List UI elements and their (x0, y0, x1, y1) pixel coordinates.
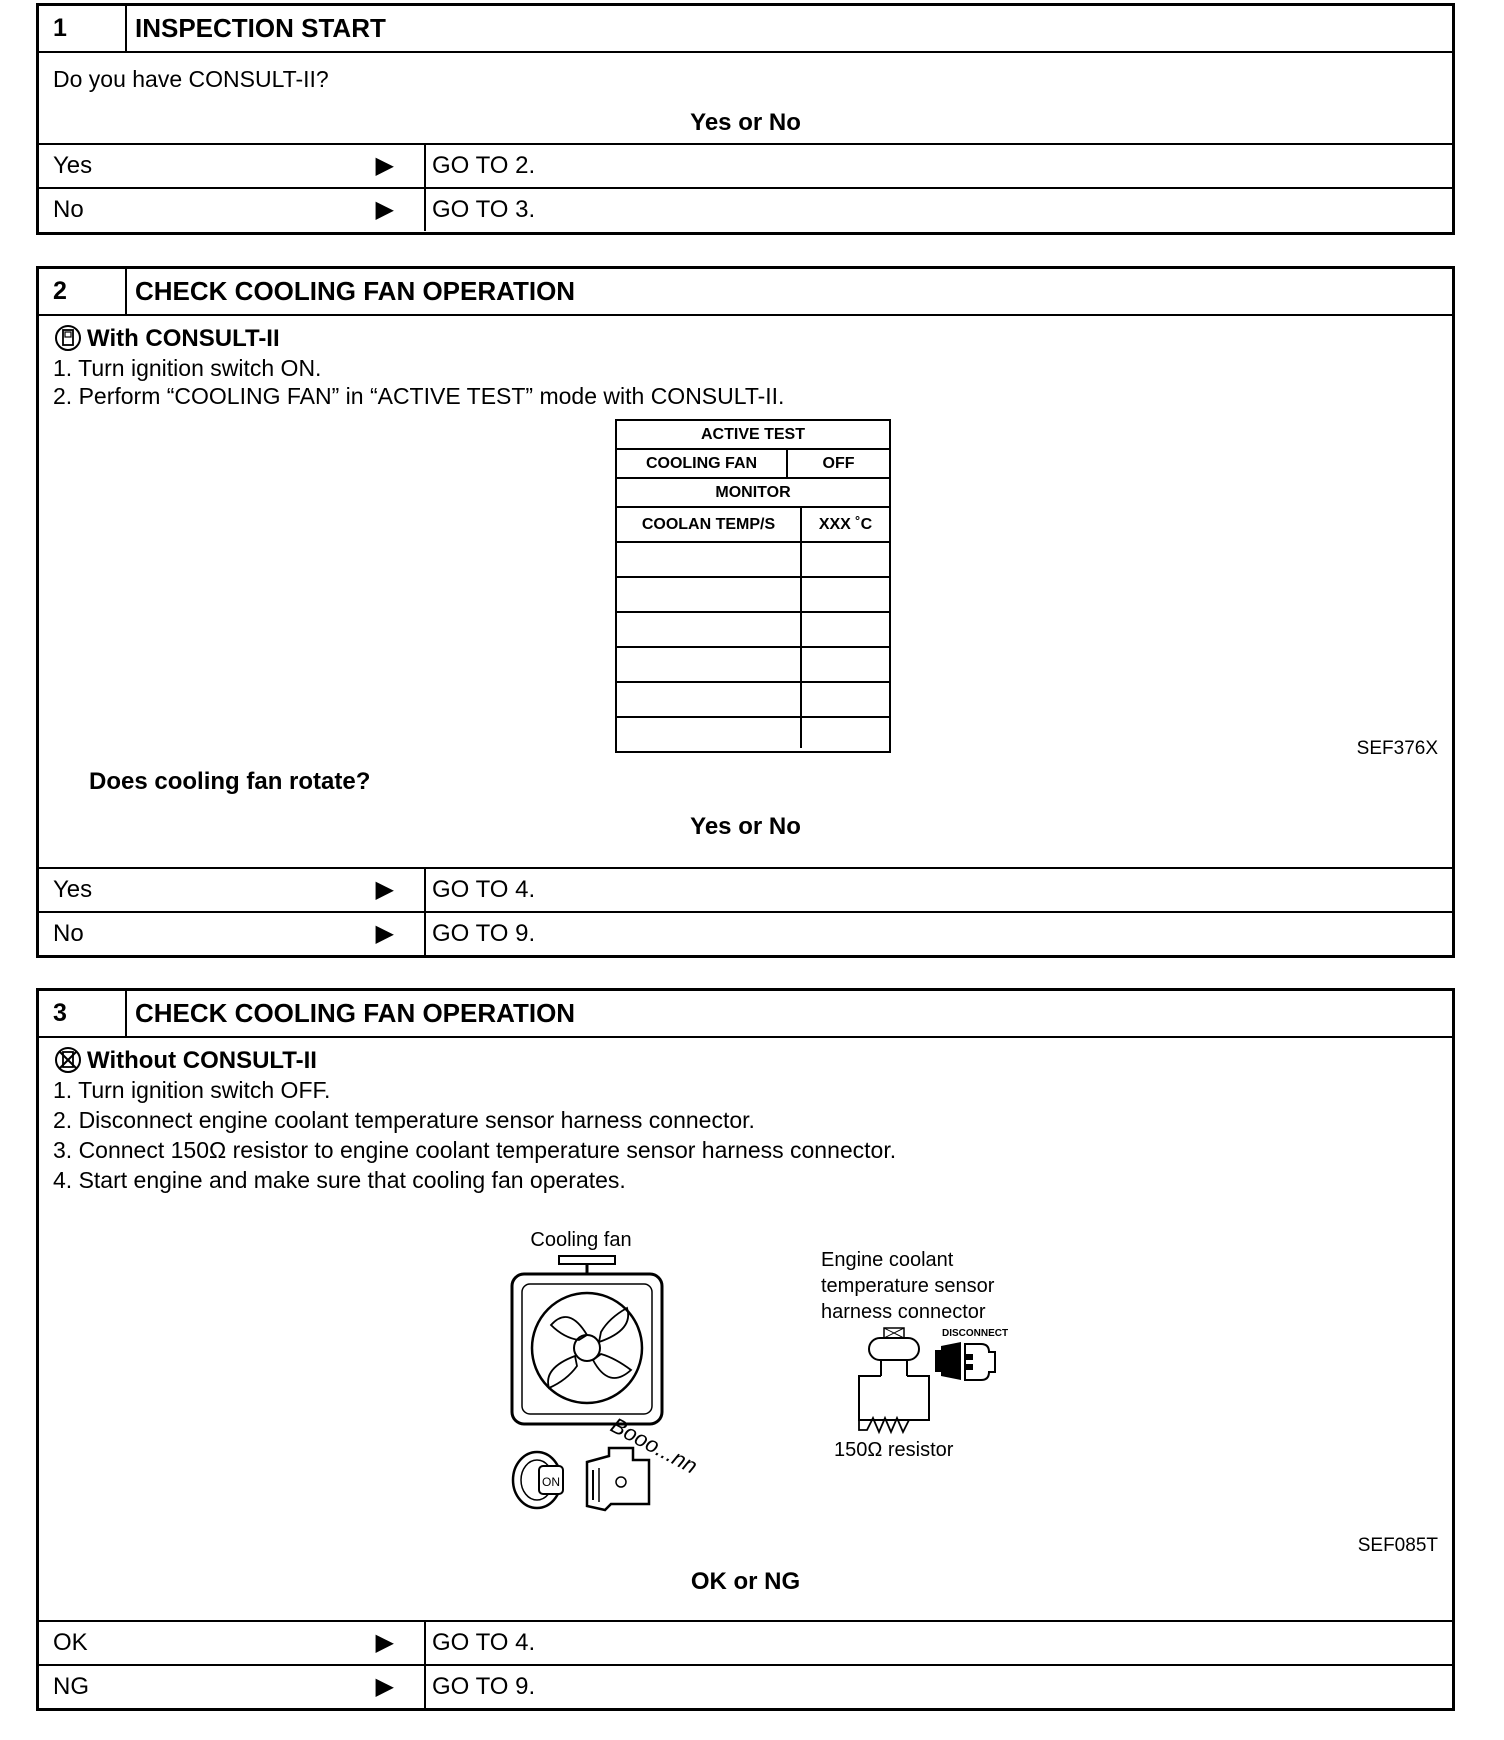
step-header (39, 991, 1452, 1038)
step-title: CHECK COOLING FAN OPERATION (135, 276, 576, 306)
goto-link[interactable]: GO TO 3. (432, 196, 536, 223)
arrow-icon: ▶ (375, 196, 394, 223)
resistor-label: 150Ω resistor (834, 1439, 954, 1461)
mode-text: Without CONSULT-II (87, 1047, 317, 1074)
engine-icon (587, 1448, 649, 1510)
mode-text: With CONSULT-II (87, 325, 280, 352)
decision-label: OK or NG (690, 1568, 801, 1595)
cooling-fan-diagram (509, 1220, 1109, 1520)
decision-label: Yes or No (690, 109, 801, 136)
step-2 (36, 266, 1455, 958)
step-number: 1 (39, 6, 127, 51)
step-number: 2 (39, 269, 127, 314)
active-test-title: ACTIVE TEST (700, 425, 805, 443)
disconnect-connector-icon (935, 1342, 995, 1380)
goto-link[interactable]: GO TO 2. (432, 152, 536, 179)
test-item-value: OFF (822, 454, 855, 472)
answer-label: Yes (53, 876, 93, 903)
arrow-icon: ▶ (375, 1629, 394, 1656)
answer-row (39, 187, 1452, 231)
fan-label: Cooling fan (530, 1229, 632, 1251)
step-header (39, 6, 1452, 53)
figure-id: SEF085T (1357, 1535, 1438, 1556)
answer-row (39, 1664, 1452, 1708)
mode-label (53, 324, 280, 353)
active-test-screen (615, 419, 891, 753)
connector-label: Engine coolant (821, 1249, 954, 1271)
cooling-fan-icon (512, 1274, 662, 1424)
mode-label (53, 1046, 317, 1075)
decision-label: Yes or No (690, 813, 801, 840)
step-body (39, 316, 1452, 867)
goto-link[interactable]: GO TO 9. (432, 920, 536, 947)
answer-row (39, 1620, 1452, 1664)
answer-row (39, 143, 1452, 187)
question: Does cooling fan rotate? (89, 768, 371, 795)
figure-id: SEF376X (1356, 738, 1438, 759)
step-body (39, 1038, 1452, 1620)
goto-link[interactable]: GO TO 4. (432, 1629, 536, 1656)
answer-label: Yes (53, 152, 93, 179)
step-number: 3 (39, 991, 127, 1036)
step-1 (36, 3, 1455, 235)
step-title: CHECK COOLING FAN OPERATION (135, 998, 576, 1028)
instruction: 4. Start engine and make sure that cooling fan operates. (53, 1167, 626, 1193)
connector-label: harness connector (821, 1301, 986, 1323)
instruction: 2. Disconnect engine coolant temperature sensor harness connector. (53, 1107, 755, 1133)
ignition-on-label: ON (542, 1475, 560, 1489)
answer-label: No (53, 196, 84, 223)
disconnect-label: DISCONNECT (942, 1328, 1009, 1339)
step-body (39, 53, 1452, 143)
answer-row (39, 867, 1452, 911)
answer-row (39, 911, 1452, 955)
answer-label: NG (53, 1673, 89, 1700)
goto-link[interactable]: GO TO 9. (432, 1673, 536, 1700)
fan-sound-label: Booo...nn (606, 1412, 702, 1479)
monitor-label: MONITOR (715, 483, 791, 501)
arrow-icon: ▶ (375, 1673, 394, 1700)
instruction: 1. Turn ignition switch OFF. (53, 1077, 331, 1103)
step-header (39, 269, 1452, 316)
goto-link[interactable]: GO TO 4. (432, 876, 536, 903)
step-3 (36, 988, 1455, 1711)
sensor-connector-icon (859, 1328, 929, 1420)
test-item-label: COOLING FAN (617, 450, 788, 477)
instruction: 1. Turn ignition switch ON. (53, 355, 322, 381)
step-title: INSPECTION START (135, 13, 386, 43)
connector-label: temperature sensor (821, 1275, 995, 1297)
monitor-item-value: XXX ˚C (818, 515, 873, 533)
ignition-key-icon (513, 1452, 563, 1508)
no-consult-icon (53, 1046, 83, 1074)
answer-label: No (53, 920, 84, 947)
monitor-item-label: COOLAN TEMP/S (617, 508, 802, 541)
arrow-icon: ▶ (375, 920, 394, 947)
question: Do you have CONSULT-II? (53, 66, 329, 92)
arrow-icon: ▶ (375, 152, 394, 179)
instruction: 3. Connect 150Ω resistor to engine coolant temperature sensor harness connector. (53, 1137, 897, 1163)
consult-icon (53, 324, 83, 352)
instruction: 2. Perform “COOLING FAN” in “ACTIVE TEST” mode with CONSULT-II. (53, 383, 785, 409)
arrow-icon: ▶ (375, 876, 394, 903)
answer-label: OK (53, 1629, 88, 1656)
